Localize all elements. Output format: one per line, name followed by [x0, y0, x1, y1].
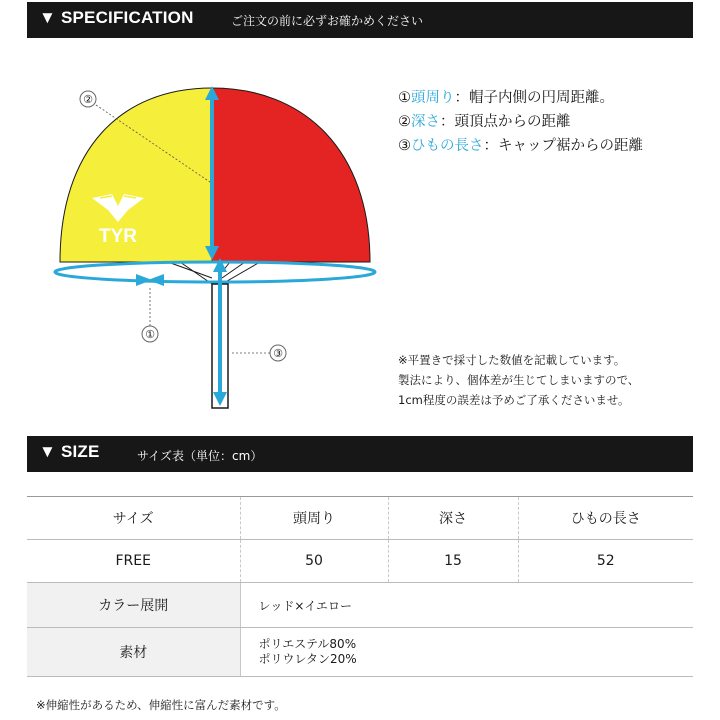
color-row [27, 583, 693, 628]
legend-number: ① [398, 90, 411, 106]
cap-right-panel [212, 88, 370, 262]
tyr-logo-text: TYR [99, 226, 137, 247]
circumference-arrow-right-icon [148, 274, 164, 286]
color-label: カラー展開 [27, 583, 240, 628]
table-cell: 50 [240, 540, 388, 583]
table-header-row [27, 497, 693, 540]
size-table [27, 496, 693, 677]
legend-description: ：帽子内側の円周距離。 [454, 90, 614, 106]
legend-number: ③ [398, 138, 411, 154]
table-cell: FREE [27, 540, 240, 583]
legend-term: ひもの長さ [411, 138, 484, 154]
marker-2: ② [83, 93, 93, 106]
material-label: 素材 [27, 628, 240, 677]
marker-1: ① [145, 328, 155, 341]
legend-term: 頭周り [411, 90, 455, 106]
table-cell: 15 [388, 540, 518, 583]
table-cell: 52 [518, 540, 693, 583]
material-value [240, 628, 693, 677]
legend-item-circumference [398, 86, 614, 107]
specification-header-bar [27, 2, 693, 38]
cap-diagram [40, 70, 390, 420]
measurement-note: 1cm程度の誤差は予めご了承くださいませ。 [398, 393, 630, 407]
string-line [168, 262, 212, 278]
table-header-cell: 頭周り [240, 497, 388, 540]
legend-description: ：キャップ裾からの距離 [483, 138, 643, 154]
legend-number: ② [398, 114, 411, 130]
legend-item-string-length [398, 134, 643, 155]
material-line: ポリウレタン20% [258, 652, 357, 666]
legend-description: ：頭頂点からの距離 [440, 114, 571, 130]
legend-item-depth [398, 110, 571, 131]
table-row [27, 540, 693, 583]
table-header-cell: ひもの長さ [518, 497, 693, 540]
specification-subheading: ご注文の前に必ずお確かめください [231, 14, 424, 28]
table-header-cell: サイズ [27, 497, 240, 540]
measurement-note: 製法により、個体差が生じてしまいますので、 [398, 373, 640, 387]
legend-term: 深さ [411, 114, 440, 130]
table-header-cell: 深さ [388, 497, 518, 540]
size-heading: ▼ SIZE [39, 442, 100, 461]
size-header-bar [27, 436, 693, 472]
size-subheading: サイズ表（単位：cm） [137, 449, 263, 463]
material-row [27, 628, 693, 677]
marker-3: ③ [273, 347, 283, 360]
footnote: ※伸縮性があるため、伸縮性に富んだ素材です。 [36, 698, 286, 712]
material-line: ポリエステル80% [258, 637, 357, 651]
specification-heading: ▼ SPECIFICATION [39, 8, 194, 27]
color-value: レッド×イエロー [240, 583, 693, 628]
measurement-note: ※平置きで採寸した数値を記載しています。 [398, 353, 626, 367]
